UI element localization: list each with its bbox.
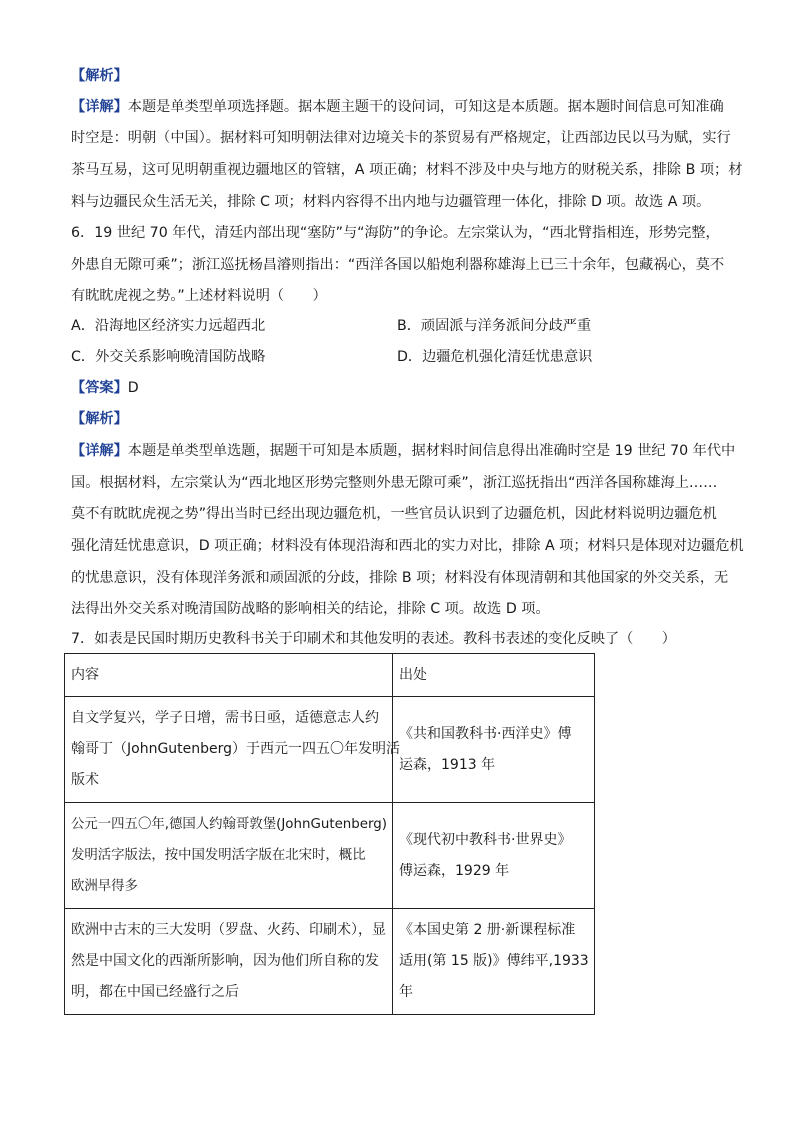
header-content: 内容 — [65, 654, 393, 697]
q6-explanation-line-4: 强化清廷忧患意识，D 项正确；材料没有体现沿海和西北的实力对比，排除 A 项；材料只是体现对边疆危机 — [71, 538, 744, 554]
q6-explanation-line-2: 国。根据材料，左宗棠认为“西北地区形势完整则外患无隙可乘”，浙江巡抚指出“西洋各国称雄海上…… — [71, 475, 718, 491]
option-b: B．顽固派与洋务派间分歧严重 — [397, 318, 592, 334]
analysis-label: 【解析】 — [71, 68, 128, 84]
table-row — [65, 909, 595, 1015]
question-7-stem: 7．如表是民国时期历史教科书关于印刷术和其他发明的表述。教科书表述的变化反映了（ ） — [71, 631, 676, 647]
row-source: 《本国史第 2 册·新课程标准 适用(第 15 版)》傅纬平,1933 年 — [393, 909, 595, 1015]
detail-label: 【详解】 — [71, 443, 128, 459]
answer-line — [71, 377, 139, 399]
table-row — [65, 697, 595, 803]
detail-label: 【详解】 — [71, 99, 128, 115]
header-source: 出处 — [393, 654, 595, 697]
textbook-comparison-table — [64, 653, 595, 1015]
q6-explanation-line-5: 的忧患意识，没有体现洋务派和顽固派的分歧，排除 B 项；材料没有体现清朝和其他国家的外交关系，无 — [71, 570, 729, 586]
question-6-stem-line-1: 6．19 世纪 70 年代，清廷内部出现“塞防”与“海防”的争论。左宗棠认为，“西北臂指相连，形势完整， — [71, 225, 720, 241]
row-content: 欧洲中古末的三大发明（罗盘、火药、印刷术），显 然是中国文化的西渐所影响，因为他们所自称的发 明，都在中国已经盛行之后 — [65, 909, 393, 1015]
row-content: 自文学复兴，学子日增，需书日亟，适德意志人约 翰哥丁（JohnGutenberg）于西元一四五〇年发明活 版术 — [65, 697, 393, 803]
q6-explanation-line-3: 莫不有眈眈虎视之势”得出当时已经出现边疆危机，一些官员认识到了边疆危机，因此材料说明边疆危机 — [71, 506, 717, 522]
question-6-stem-line-3: 有眈眈虎视之势。”上述材料说明（ ） — [71, 288, 327, 304]
q6-explanation-line-6: 法得出外交关系对晚清国防战略的影响相关的结论，排除 C 项。故选 D 项。 — [71, 601, 550, 617]
explanation-line-2: 时空是：明朝（中国）。据材料可知明朝法律对边境关卡的茶贸易有严格规定，让西部边民以马为赋，实行 — [71, 130, 731, 146]
option-a: A．沿海地区经济实力远超西北 — [71, 318, 266, 334]
row-content: 公元一四五〇年,德国人约翰哥敦堡(JohnGutenberg) 发明活字版法，按中国发明活字版在北宋时，概比 欧洲早得多 — [65, 803, 393, 909]
question-6-stem-line-2: 外患自无隙可乘”；浙江巡抚杨昌濬则指出：“西洋各国以船炮利器称雄海上已三十余年，包藏祸心，莫不 — [71, 257, 725, 273]
option-d: D．边疆危机强化清廷忧患意识 — [397, 349, 593, 365]
explanation-line-4: 料与边疆民众生活无关，排除 C 项；材料内容得不出内地与边疆管理一体化，排除 D 项。故选 A 项。 — [71, 194, 711, 210]
answer-value: D — [127, 380, 139, 396]
table-row — [65, 803, 595, 909]
explanation-line-1: 【详解】本题是单类型单项选择题。据本题主题干的设问词，可知这是本质题。据本题时间信息可知准确 — [71, 99, 724, 115]
answer-label: 【答案】 — [71, 380, 128, 396]
option-c: C．外交关系影响晚清国防战略 — [71, 349, 266, 365]
q6-explanation-line-1: 【详解】本题是单类型单选题，据题干可知是本质题，据材料时间信息得出准确时空是 19 世纪 70 年代中 — [71, 443, 736, 459]
table-header-row — [65, 654, 595, 697]
analysis-label: 【解析】 — [71, 411, 128, 427]
row-source: 《共和国教科书·西洋史》傅 运森，1913 年 — [393, 697, 595, 803]
explanation-line-3: 茶马互易，这可见明朝重视边疆地区的管辖，A 项正确；材料不涉及中央与地方的财税关系，排除 B 项；材 — [71, 162, 743, 178]
row-source: 《现代初中教科书·世界史》 傅运森，1929 年 — [393, 803, 595, 909]
